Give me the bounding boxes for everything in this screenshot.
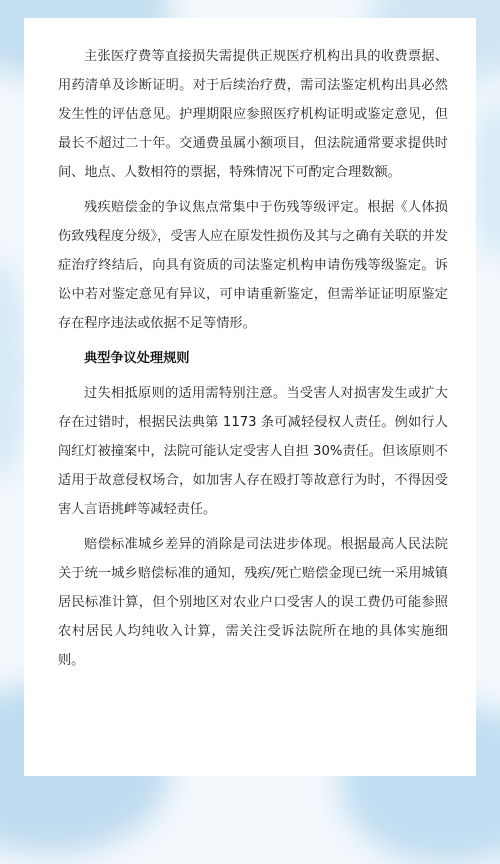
document-page [24, 18, 476, 776]
paragraph-urban-rural-standard: 赔偿标准城乡差异的消除是司法进步体现。根据最高人民法院关于统一城乡赔偿标准的通知，残疾/死亡赔偿金现已统一采用城镇居民标准计算，但个别地区对农业户口受害人的误工费仍可能参照农村居民人均纯收入计算，需关注受诉法院所在地的具体实施细则。 [58, 537, 448, 668]
section-heading: 典型争议处理规则 [84, 351, 190, 366]
paragraph-medical-expenses: 主张医疗费等直接损失需提供正规医疗机构出具的收费票据、用药清单及诊断证明。对于后续治疗费，需司法鉴定机构出具必然发生性的评估意见。护理期限应参照医疗机构证明或鉴定意见，但最长不超过二十年。交通费虽属小额项目，但法院通常要求提供时间、地点、人数相符的票据，特殊情况下可酌定合理数额。 [58, 49, 448, 180]
paragraph-disability-compensation: 残疾赔偿金的争议焦点常集中于伤残等级评定。根据《人体损伤致残程度分级》，受害人应在原发性损伤及其与之确有关联的并发症治疗终结后，向具有资质的司法鉴定机构申请伤残等级鉴定。诉讼中若对鉴定意见有异议，可申请重新鉴定，但需举证证明原鉴定存在程序违法或依据不足等情形。 [58, 200, 448, 331]
paragraph-comparative-fault: 过失相抵原则的适用需特别注意。当受害人对损害发生或扩大存在过错时，根据民法典第 1173 条可减轻侵权人责任。例如行人闯红灯被撞案中，法院可能认定受害人自担 30%责任。但该原则不适用于故意侵权场合，如加害人存在殴打等故意行为时，不得因受害人言语挑衅等减轻责任。 [58, 386, 448, 517]
document-body [58, 42, 448, 681]
